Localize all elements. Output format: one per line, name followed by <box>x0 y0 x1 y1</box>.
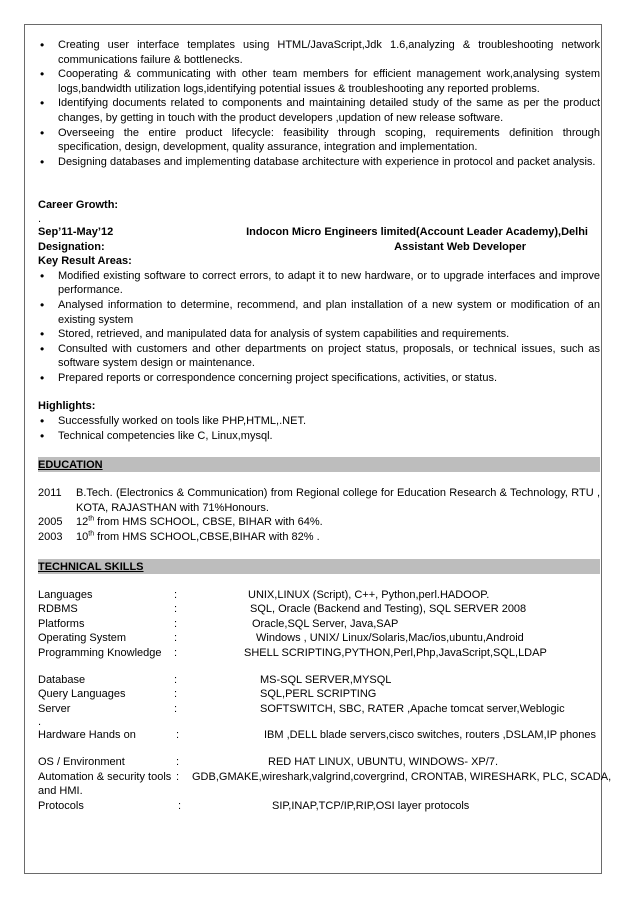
skill-colon: : <box>174 603 178 616</box>
career-growth-heading: Career Growth: <box>38 199 119 212</box>
designation-value: Assistant Web Developer <box>394 240 526 253</box>
skill-value: SHELL SCRIPTING,PYTHON,Perl,Php,JavaScript,SQL,LDAP <box>244 647 547 659</box>
highlight-item: • Successfully worked on tools like PHP,HTML,.NET. <box>38 414 600 429</box>
highlight-item: • Technical competencies like C, Linux,mysql. <box>38 429 600 444</box>
education-year: 2011 <box>38 487 62 500</box>
key-result-item: • Modified existing software to correct errors, to adapt it to new hardware, or to upgrade interfaces and improve performance. <box>38 269 600 298</box>
technical-skills-table <box>38 588 612 814</box>
education-text: 10th from HMS SCHOOL,CBSE,BIHAR with 82% . <box>76 530 320 544</box>
skill-colon: : <box>174 702 178 715</box>
skill-colon: : <box>174 632 178 645</box>
skill-value: IBM ,DELL blade servers,cisco switches, routers ,DSLAM,IP phones <box>264 729 596 742</box>
education-item <box>38 486 600 515</box>
skill-row <box>38 687 600 702</box>
skill-key: OS / Environment <box>38 755 125 768</box>
designation-label: Designation: <box>38 240 105 253</box>
education-year: 2003 <box>38 531 63 544</box>
job-period: Sep’11-May’12 <box>38 225 114 238</box>
responsibility-item: • Cooperating & communicating with other team members for efficient management work,analysing system logs,bandwidth utilization logs,identifying potential issues & troubleshooting any reported problems. <box>38 67 600 96</box>
key-result-item: • Prepared reports or correspondence concerning project specifications, activities, or status. <box>38 371 600 386</box>
education-item <box>38 515 600 530</box>
skill-colon: : <box>174 688 178 701</box>
education-text: 12th from HMS SCHOOL, CBSE, BIHAR with 64%. <box>76 515 323 529</box>
skill-row <box>38 631 600 646</box>
education-heading: EDUCATION <box>38 457 600 472</box>
skill-colon: : <box>178 799 182 812</box>
education-list <box>38 486 600 544</box>
skill-value: MS-SQL SERVER,MYSQL <box>260 673 392 686</box>
responsibility-item: • Identifying documents related to components and maintaining detailed study of the same as per the product changes, by getting in touch with the product developers ,updation of new release software. <box>38 96 600 125</box>
skill-row <box>38 755 600 770</box>
skill-colon: : <box>176 729 180 742</box>
skill-key: Hardware Hands on <box>38 729 136 742</box>
skill-key: Languages <box>38 588 93 601</box>
skill-value: Oracle,SQL Server, Java,SAP <box>252 617 399 630</box>
technical-skills-heading: TECHNICAL SKILLS <box>38 559 600 574</box>
stray-dot: . <box>38 716 42 729</box>
skill-value: SQL, Oracle (Backend and Testing), SQL SERVER 2008 <box>250 603 527 616</box>
skill-colon: : <box>176 770 180 783</box>
highlights-label: Highlights: <box>38 400 96 413</box>
highlights-list <box>38 414 600 443</box>
skill-row <box>38 702 600 717</box>
education-text: B.Tech. (Electronics & Communication) from Regional college for Education Research & Technology, RTU , KOTA, RAJASTHAN with 71%Honours. <box>76 487 600 514</box>
skill-row <box>38 588 600 603</box>
education-item <box>38 530 600 545</box>
company-name: Indocon Micro Engineers limited(Account Leader Academy),Delhi <box>246 225 588 238</box>
skill-row <box>38 617 600 632</box>
skill-colon: : <box>174 588 178 601</box>
skill-row <box>38 728 600 743</box>
skill-value: Windows , UNIX/ Linux/Solaris,Mac/ios,ubuntu,Android <box>256 632 524 645</box>
skill-value: UNIX,LINUX (Script), C++, Python,perl.HADOOP. <box>248 588 490 601</box>
key-result-item: • Analysed information to determine, recommend, and plan installation of a new system or modification of an existing system <box>38 298 600 327</box>
skill-key: Operating System <box>38 632 127 645</box>
responsibility-item: • Designing databases and implementing database architecture with experience in protocol and packet analysis. <box>38 155 600 170</box>
skill-row <box>38 602 600 617</box>
skill-row <box>38 673 600 688</box>
skill-colon: : <box>174 673 178 686</box>
skill-value: SQL,PERL SCRIPTING <box>260 688 377 701</box>
responsibilities-list <box>38 38 600 169</box>
skill-key: Query Languages <box>38 688 126 701</box>
skill-value: SIP,INAP,TCP/IP,RIP,OSI layer protocols <box>272 799 470 812</box>
skill-key: Database <box>38 673 86 686</box>
skill-value: GDB,GMAKE,wireshark,valgrind,covergrind, CRONTAB, WIRESHARK, PLC, SCADA, <box>192 770 612 783</box>
key-result-item: • Stored, retrieved, and manipulated data for analysis of system capabilities and requirements. <box>38 327 600 342</box>
skill-key: Programming Knowledge <box>38 647 162 659</box>
skill-row <box>38 799 600 814</box>
key-result-item: • Consulted with customers and other departments on project status, proposals, or technical issues, such as software system design or maintenance. <box>38 342 600 371</box>
skill-value: RED HAT LINUX, UBUNTU, WINDOWS- XP/7. <box>268 755 499 768</box>
designation-row <box>38 240 600 255</box>
resume-page <box>38 38 612 813</box>
education-year: 2005 <box>38 516 63 529</box>
responsibility-item: • Overseeing the entire product lifecycle: feasibility through scoping, requirements definition through specification, design, development, quality assurance, integration and implementation. <box>38 126 600 155</box>
skill-value-continuation: and HMI. <box>38 785 83 798</box>
stray-dot: . <box>38 212 42 225</box>
responsibility-item: • Creating user interface templates using HTML/JavaScript,Jdk 1.6,analyzing & troubleshooting network communications failure & bottlenecks. <box>38 38 600 67</box>
key-result-areas-list <box>38 269 600 386</box>
skill-value: SOFTSWITCH, SBC, RATER ,Apache tomcat server,Weblogic <box>260 702 565 715</box>
skill-key: Protocols <box>38 799 84 812</box>
skill-colon: : <box>174 647 178 659</box>
skill-key: Server <box>38 702 71 715</box>
key-result-areas-label: Key Result Areas: <box>38 255 132 268</box>
skill-key: RDBMS <box>38 603 78 616</box>
skill-colon: : <box>174 617 178 630</box>
skill-key: Automation & security tools <box>38 770 172 783</box>
skill-row <box>38 646 600 661</box>
job-period-row <box>38 225 600 240</box>
skill-colon: : <box>176 755 180 768</box>
skill-row <box>38 770 612 785</box>
skill-key: Platforms <box>38 617 85 630</box>
